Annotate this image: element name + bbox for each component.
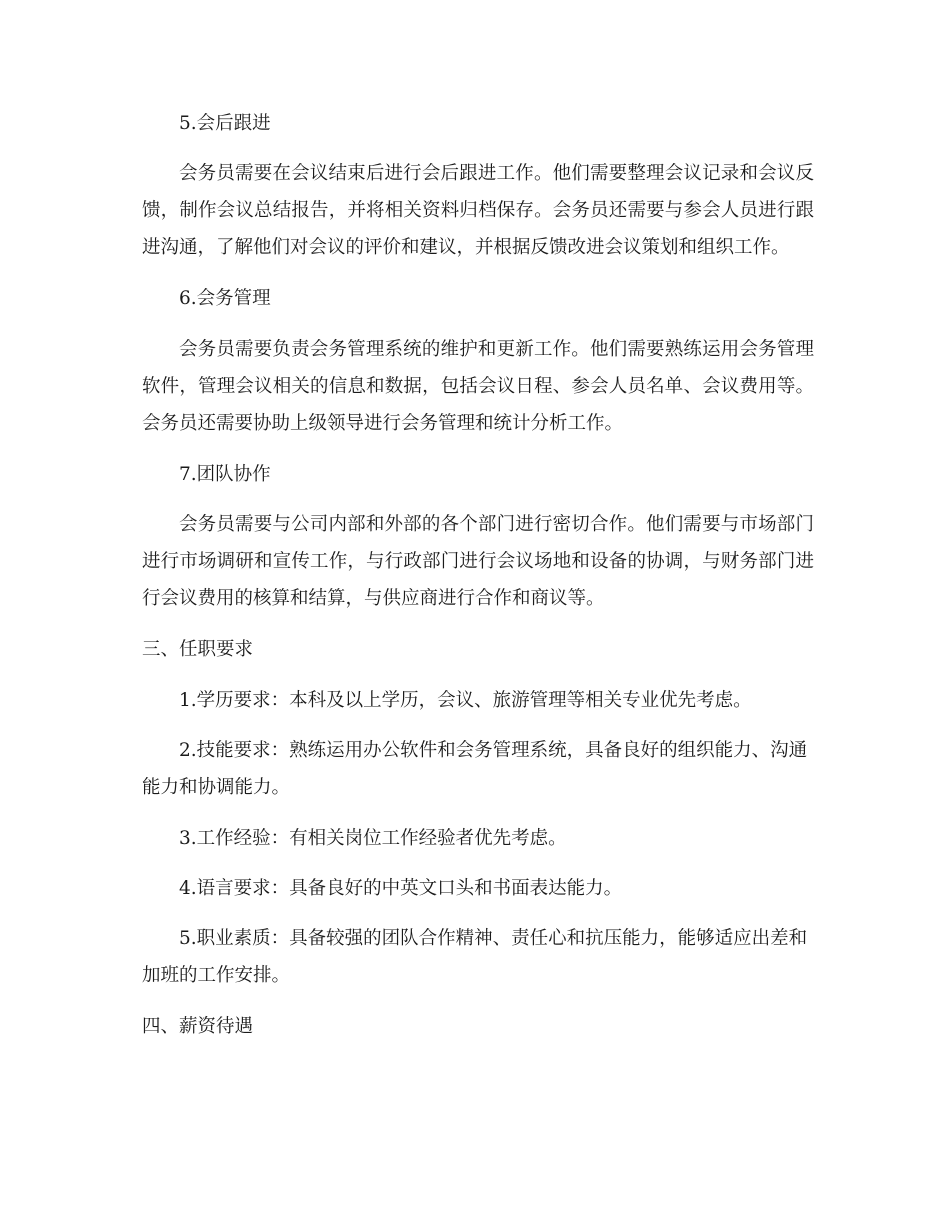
requirement-language: 4.语言要求：具备良好的中英文口头和书面表达能力。: [179, 878, 623, 899]
subheading-team-collaboration: 7.团队协作: [179, 464, 271, 485]
paragraph-post-meeting-followup: 会务员需要在会议结束后进行会后跟进工作。他们需要整理会议记录和会议反馈，制作会议总结报告，并将相关资料归档保存。会务员还需要与参会人员进行跟进沟通，了解他们对会议的评价和建议，并根据反馈改进会议策划和组织工作。: [142, 163, 814, 258]
requirement-experience: 3.工作经验：有相关岗位工作经验者优先考虑。: [179, 828, 567, 849]
heading-job-requirements: 三、任职要求: [142, 639, 254, 660]
subheading-post-meeting-followup: 5.会后跟进: [179, 113, 271, 134]
requirement-professional-qualities: 5.职业素质：具备较强的团队合作精神、责任心和抗压能力，能够适应出差和加班的工作安排。: [142, 928, 808, 986]
subheading-meeting-management: 6.会务管理: [179, 288, 271, 309]
requirement-education: 1.学历要求：本科及以上学历，会议、旅游管理等相关专业优先考虑。: [179, 690, 752, 711]
heading-salary-benefits: 四、薪资待遇: [142, 1016, 254, 1037]
paragraph-meeting-management: 会务员需要负责会务管理系统的维护和更新工作。他们需要熟练运用会务管理软件，管理会议相关的信息和数据，包括会议日程、参会人员名单、会议费用等。会务员还需要协助上级领导进行会务管理和统计分析工作。: [142, 339, 814, 434]
requirement-skills: 2.技能要求：熟练运用办公软件和会务管理系统，具备良好的组织能力、沟通能力和协调能力。: [142, 740, 808, 798]
paragraph-team-collaboration: 会务员需要与公司内部和外部的各个部门进行密切合作。他们需要与市场部门进行市场调研和宣传工作，与行政部门进行会议场地和设备的协调，与财务部门进行会议费用的核算和结算，与供应商进行合作和商议等。: [142, 514, 814, 609]
